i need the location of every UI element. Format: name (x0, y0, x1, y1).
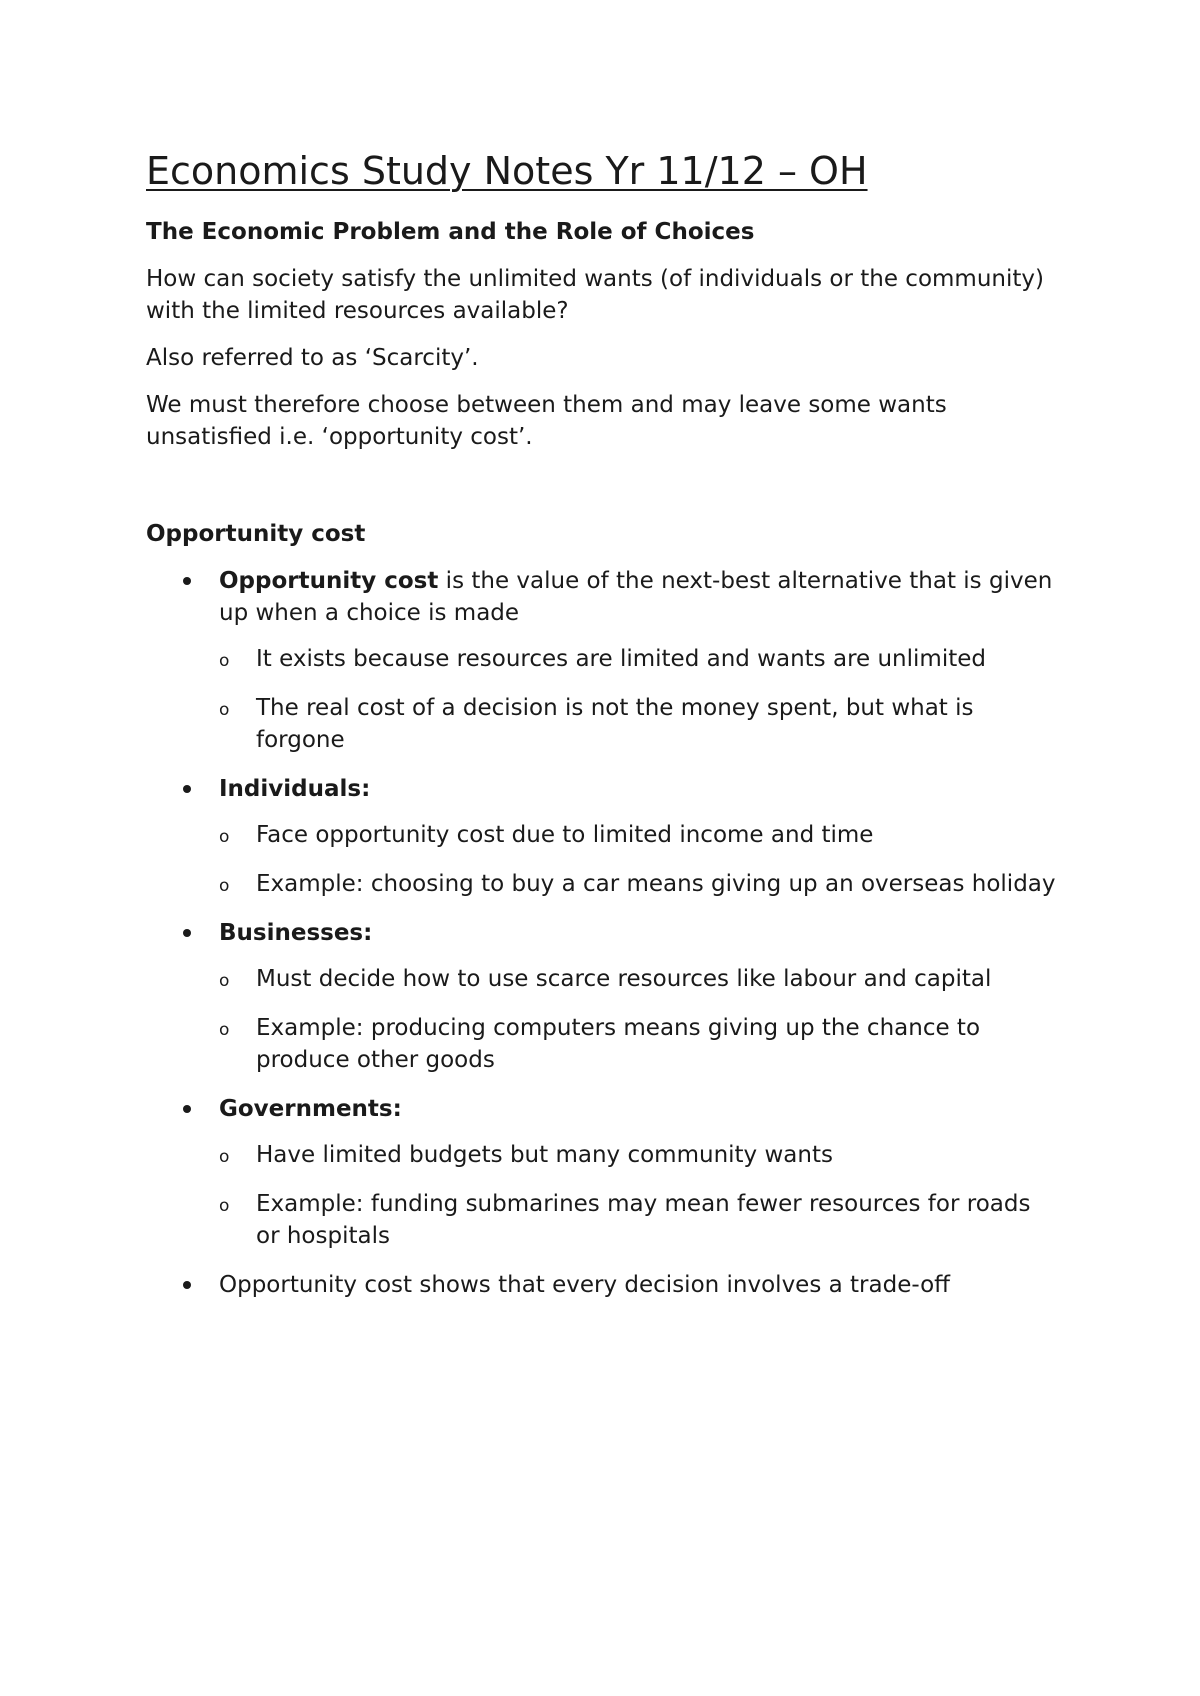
sub-bullet-icon: o (219, 1196, 230, 1216)
sub-item (219, 868, 1056, 900)
sub-item (219, 819, 1056, 851)
bullet-dot-icon (183, 1105, 191, 1113)
sub-list (219, 963, 1056, 1076)
bullet-item-individuals (146, 773, 1056, 900)
sub-bullet-icon: o (219, 700, 230, 720)
sub-item-text: Have limited budgets but many community wants (256, 1142, 833, 1168)
bullet-item-definition (146, 565, 1056, 756)
bullet-item-governments (146, 1093, 1056, 1252)
sub-item (219, 1139, 1056, 1171)
paragraph-choice: We must therefore choose between them and may leave some wants unsatisfied i.e. ‘opportunity cost’. (146, 392, 947, 450)
document-page (146, 146, 1056, 1318)
sub-list (219, 819, 1056, 900)
sub-item (219, 692, 1056, 756)
bullet-bold-term: Opportunity cost (219, 568, 439, 594)
sub-list (219, 643, 1056, 756)
bullet-text: is the value of the next-best alternative that is given up when a choice is made (219, 568, 1053, 626)
sub-item-text: Example: producing computers means giving up the chance to produce other goods (256, 1015, 981, 1073)
bullet-dot-icon (183, 1281, 191, 1289)
sub-item-text: Example: choosing to buy a car means giving up an overseas holiday (256, 871, 1056, 897)
bullet-bold-term: Individuals: (219, 776, 371, 802)
sub-item-text: Must decide how to use scarce resources like labour and capital (256, 966, 992, 992)
paragraph-scarcity-question: How can society satisfy the unlimited wants (of individuals or the community) with the limited resources available? (146, 266, 1044, 324)
sub-bullet-icon: o (219, 971, 230, 991)
bullet-item-businesses (146, 917, 1056, 1076)
sub-list (219, 1139, 1056, 1252)
sub-bullet-icon: o (219, 1147, 230, 1167)
sub-item-text: Face opportunity cost due to limited income and time (256, 822, 874, 848)
sub-item (219, 643, 1056, 675)
sub-bullet-icon: o (219, 827, 230, 847)
section-spacer (146, 468, 1056, 518)
paragraph-scarcity-term: Also referred to as ‘Scarcity’. (146, 345, 479, 371)
sub-item-text: The real cost of a decision is not the money spent, but what is forgone (256, 695, 974, 753)
sub-item-text: Example: funding submarines may mean fewer resources for roads or hospitals (256, 1191, 1031, 1249)
sub-bullet-icon: o (219, 1020, 230, 1040)
bullet-dot-icon (183, 929, 191, 937)
bullet-dot-icon (183, 577, 191, 585)
bullet-item-trade-off (146, 1269, 1056, 1301)
sub-item (219, 1012, 1056, 1076)
section-heading-opportunity-cost: Opportunity cost (146, 521, 366, 547)
bullet-bold-term: Businesses: (219, 920, 373, 946)
bullet-text: Opportunity cost shows that every decision involves a trade-off (219, 1272, 950, 1298)
opportunity-cost-list (146, 565, 1056, 1301)
bullet-dot-icon (183, 785, 191, 793)
section-heading-economic-problem: The Economic Problem and the Role of Choices (146, 219, 755, 245)
sub-bullet-icon: o (219, 876, 230, 896)
document-title: Economics Study Notes Yr 11/12 – OH (146, 149, 868, 193)
sub-item (219, 1188, 1056, 1252)
bullet-bold-term: Governments: (219, 1096, 402, 1122)
sub-item-text: It exists because resources are limited and wants are unlimited (256, 646, 986, 672)
sub-bullet-icon: o (219, 651, 230, 671)
sub-item (219, 963, 1056, 995)
